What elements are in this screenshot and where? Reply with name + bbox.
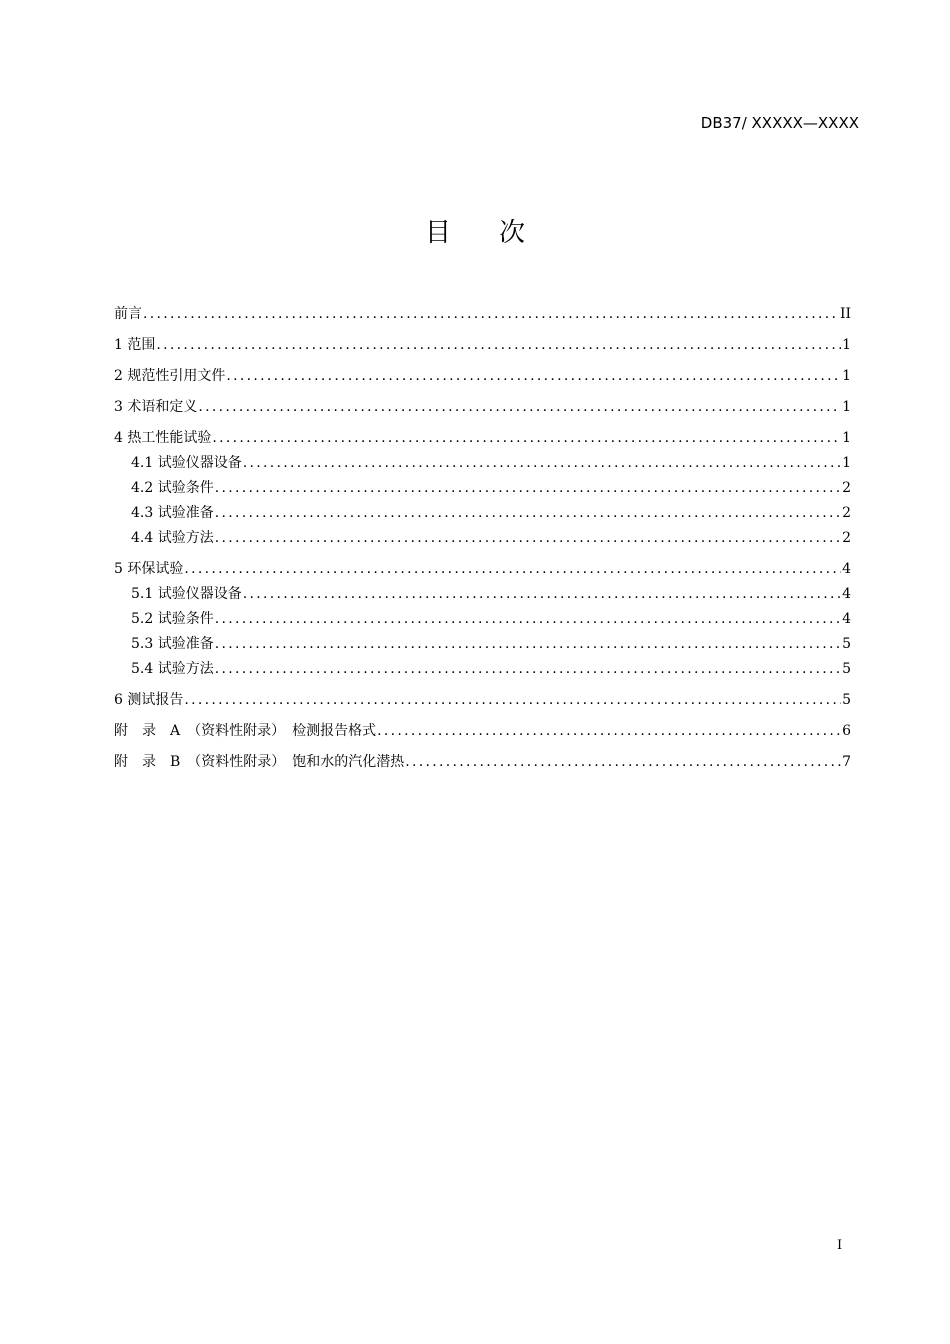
page-number: I xyxy=(837,1238,843,1253)
toc-entry-page: 2 xyxy=(842,530,851,546)
leader-dots xyxy=(215,501,841,526)
page-title: 目次 xyxy=(424,218,573,248)
toc-entry[interactable] xyxy=(114,688,851,713)
leader-dots xyxy=(243,451,841,476)
toc-entry[interactable] xyxy=(114,364,851,389)
leader-dots xyxy=(215,632,841,657)
table-of-contents xyxy=(114,302,851,775)
toc-entry-page: 5 xyxy=(842,661,851,677)
toc-entry[interactable] xyxy=(114,333,851,358)
leader-dots xyxy=(377,719,841,744)
leader-dots xyxy=(215,657,841,682)
toc-entry[interactable] xyxy=(114,395,851,420)
toc-entry[interactable] xyxy=(114,557,851,582)
toc-entry-page: 4 xyxy=(842,586,851,602)
toc-entry-page: 4 xyxy=(842,561,851,577)
leader-dots xyxy=(215,526,841,551)
toc-entry-page: 1 xyxy=(842,399,851,415)
toc-entry[interactable] xyxy=(114,719,851,744)
toc-entry[interactable] xyxy=(114,750,851,775)
leader-dots xyxy=(184,688,841,713)
toc-entry-label: 附 录 A （资料性附录） 检测报告格式 xyxy=(114,723,377,739)
toc-entry[interactable] xyxy=(114,501,851,526)
toc-entry-label: 5.3 试验准备 xyxy=(131,636,214,652)
toc-entry[interactable] xyxy=(114,451,851,476)
toc-entry-page: 1 xyxy=(842,368,851,384)
leader-dots xyxy=(143,302,839,327)
toc-entry-label: 4 热工性能试验 xyxy=(114,430,212,446)
toc-entry[interactable] xyxy=(114,582,851,607)
toc-entry-label: 3 术语和定义 xyxy=(114,399,198,415)
leader-dots xyxy=(405,750,841,775)
toc-entry-page: 2 xyxy=(842,480,851,496)
leader-dots xyxy=(226,364,841,389)
toc-entry-label: 2 规范性引用文件 xyxy=(114,368,226,384)
leader-dots xyxy=(184,557,841,582)
toc-entry[interactable] xyxy=(114,632,851,657)
toc-entry[interactable] xyxy=(114,302,851,327)
toc-entry-page: 1 xyxy=(842,455,851,471)
toc-entry-label: 4.3 试验准备 xyxy=(131,505,214,521)
toc-entry-page: 4 xyxy=(842,611,851,627)
toc-entry-label: 4.4 试验方法 xyxy=(131,530,214,546)
toc-entry-label: 6 测试报告 xyxy=(114,692,184,708)
leader-dots xyxy=(243,582,841,607)
toc-entry-label: 前言 xyxy=(114,306,142,322)
toc-entry-label: 5.2 试验条件 xyxy=(131,611,214,627)
toc-entry-page: 2 xyxy=(842,505,851,521)
toc-entry[interactable] xyxy=(114,657,851,682)
toc-entry-page: 1 xyxy=(842,337,851,353)
toc-entry[interactable] xyxy=(114,607,851,632)
toc-entry-page: II xyxy=(839,306,851,322)
leader-dots xyxy=(212,426,841,451)
toc-entry-label: 4.1 试验仪器设备 xyxy=(131,455,242,471)
toc-entry-page: 5 xyxy=(842,636,851,652)
toc-entry-page: 5 xyxy=(842,692,851,708)
toc-entry-page: 6 xyxy=(842,723,851,739)
leader-dots xyxy=(215,607,841,632)
leader-dots xyxy=(156,333,841,358)
toc-entry-label: 1 范围 xyxy=(114,337,156,353)
leader-dots xyxy=(198,395,841,420)
toc-entry-label: 4.2 试验条件 xyxy=(131,480,214,496)
toc-entry-page: 1 xyxy=(842,430,851,446)
toc-entry-label: 5 环保试验 xyxy=(114,561,184,577)
toc-entry[interactable] xyxy=(114,426,851,451)
toc-entry-page: 7 xyxy=(842,754,851,770)
toc-entry-label: 附 录 B （资料性附录） 饱和水的汽化潜热 xyxy=(114,754,405,770)
toc-entry[interactable] xyxy=(114,476,851,501)
leader-dots xyxy=(215,476,841,501)
toc-entry[interactable] xyxy=(114,526,851,551)
document-code: DB37/ XXXXX—XXXX xyxy=(700,114,859,132)
toc-entry-label: 5.4 试验方法 xyxy=(131,661,214,677)
toc-entry-label: 5.1 试验仪器设备 xyxy=(131,586,242,602)
